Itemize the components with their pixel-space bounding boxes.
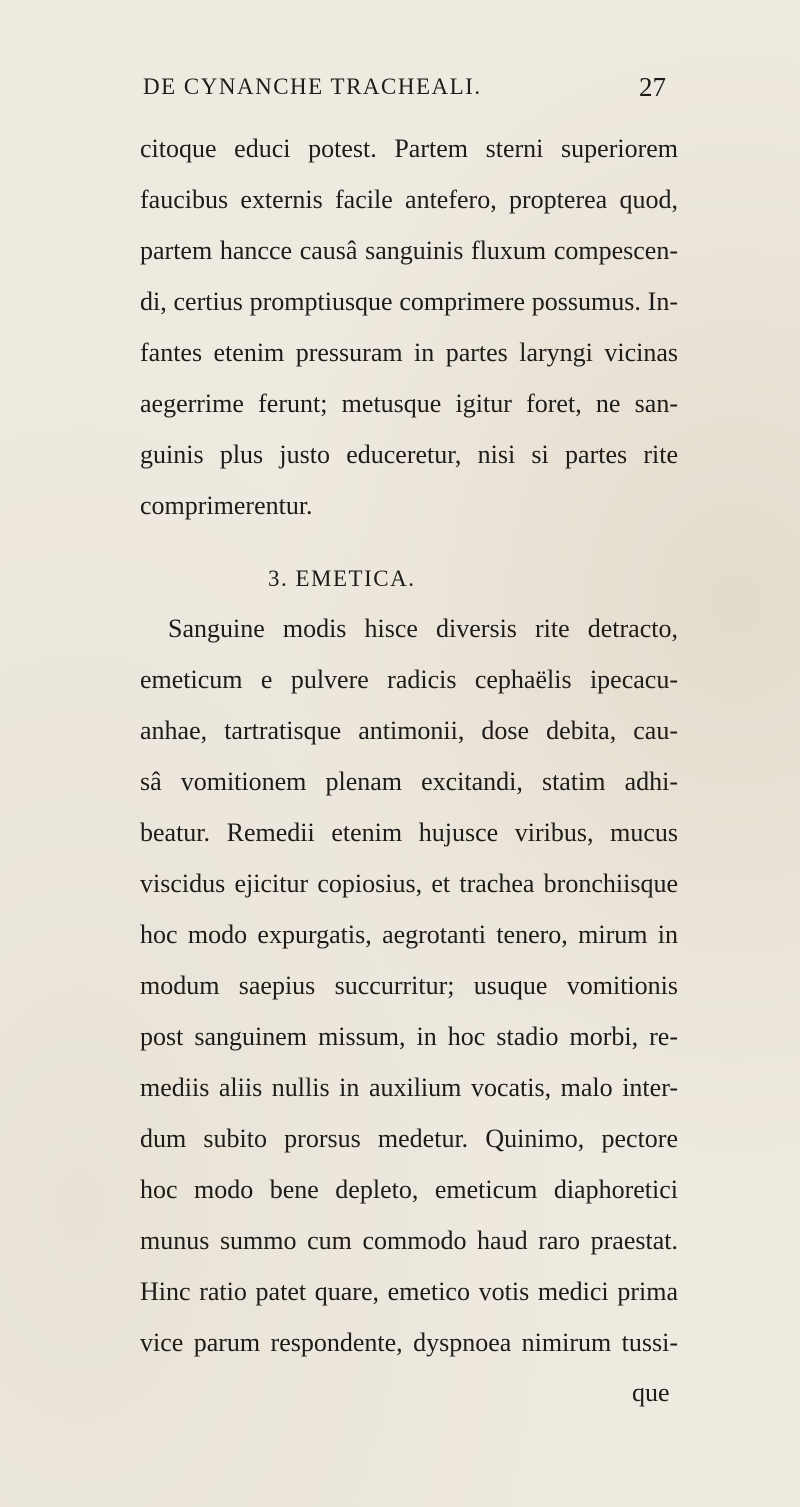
text-line: Hinc ratio patet quare, emetico votis medici prima [140,1277,678,1306]
page-number: 27 [639,72,666,102]
text-line: emeticum e pulvere radicis cephaëlis ipecacu- [140,665,678,694]
text-line: beatur. Remedii etenim hujusce viribus, mucus [140,818,678,847]
catchword: que [632,1378,670,1407]
section-heading: 3. EMETICA. [268,566,416,591]
text-line: aegerrime ferunt; metusque igitur foret, ne san- [140,389,678,418]
text-line: hoc modo bene depleto, emeticum diaphoretici [140,1175,678,1204]
text-line: sâ vomitionem plenam excitandi, statim adhi- [140,767,678,796]
text-line: di, certius promptiusque comprimere possumus. In- [140,287,678,316]
text-line: modum saepius succurritur; usuque vomitionis [140,971,678,1000]
running-title: DE CYNANCHE TRACHEALI. [143,74,482,99]
text-line: dum subito prorsus medetur. Quinimo, pectore [140,1124,678,1153]
text-line: partem hancce causâ sanguinis fluxum compescen- [140,236,678,265]
text-line: faucibus externis facile antefero, propterea quod, [140,185,678,214]
text-line: mediis aliis nullis in auxilium vocatis, malo inter- [140,1073,678,1102]
text-line: vice parum respondente, dyspnoea nimirum tussi- [140,1328,678,1357]
text-line: munus summo cum commodo haud raro praestat. [140,1226,678,1255]
text-line: Sanguine modis hisce diversis rite detracto, [168,614,678,643]
text-line: fantes etenim pressuram in partes laryngi vicinas [140,338,678,367]
running-head [0,72,800,112]
text-line: post sanguinem missum, in hoc stadio morbi, re- [140,1022,678,1051]
text-line: hoc modo expurgatis, aegrotanti tenero, mirum in [140,920,678,949]
text-line: viscidus ejicitur copiosius, et trachea bronchiisque [140,869,678,898]
text-line: comprimerentur. [140,491,313,520]
text-line: anhae, tartratisque antimonii, dose debita, cau- [140,716,678,745]
text-line: citoque educi potest. Partem sterni superiorem [140,134,678,163]
text-line: guinis plus justo educeretur, nisi si partes rite [140,440,678,469]
